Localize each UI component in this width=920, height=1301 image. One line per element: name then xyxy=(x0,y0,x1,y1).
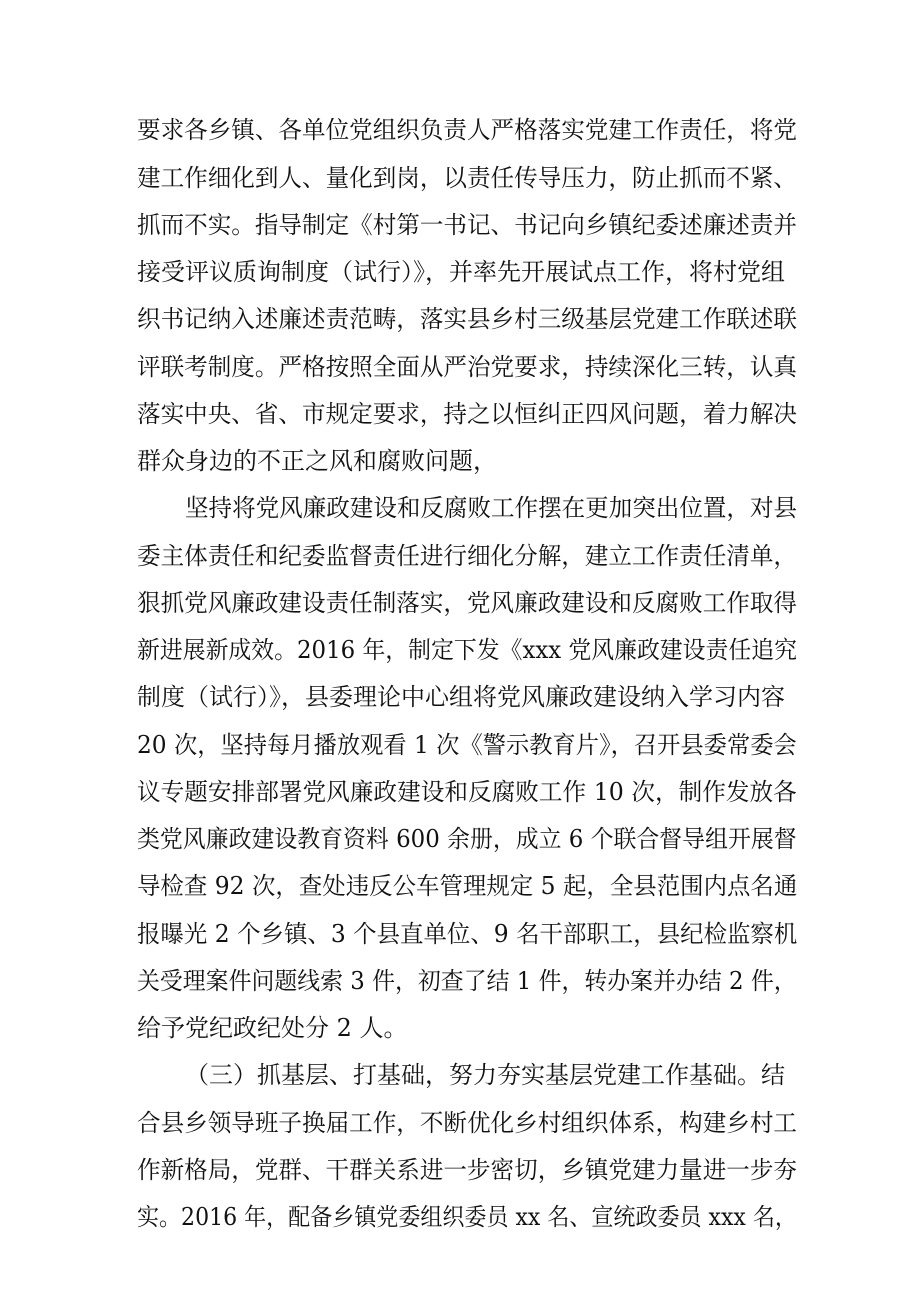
paragraph-2-line-11: 关受理案件问题线索 3 件，初查了结 1 件，转办案并办结 2 件， xyxy=(137,967,797,995)
paragraph-1-line-6: 评联考制度。严格按照全面从严治党要求，持续深化三转，认真 xyxy=(137,353,797,381)
paragraph-2-line-1: 坚持将党风廉政建设和反腐败工作摆在更加突出位置，对县 xyxy=(185,494,798,522)
paragraph-2-line-3: 狠抓党风廉政建设责任制落实，党风廉政建设和反腐败工作取得 xyxy=(137,589,797,617)
paragraph-2-line-6: 20 次，坚持每月播放观看 1 次《警示教育片》，召开县委常委会 xyxy=(137,731,797,759)
paragraph-1-line-5: 织书记纳入述廉述责范畴，落实县乡村三级基层党建工作联述联 xyxy=(137,305,797,333)
paragraph-2-line-10: 报曝光 2 个乡镇、3 个县直单位、9 名干部职工，县纪检监察机 xyxy=(137,920,798,948)
paragraph-2-line-5: 制度（试行）》，县委理论中心组将党风廉政建设纳入学习内容 xyxy=(137,683,785,711)
paragraph-1-line-7: 落实中央、省、市规定要求，持之以恒纠正四风问题，着力解决 xyxy=(137,400,797,428)
paragraph-1-line-2: 建工作细化到人、量化到岗，以责任传导压力，防止抓而不紧、 xyxy=(137,164,797,192)
paragraph-2-line-2: 委主体责任和纪委监督责任进行细化分解，建立工作责任清单， xyxy=(137,542,797,570)
paragraph-3-line-2: 合县乡领导班子换届工作，不断优化乡村组织体系，构建乡村工 xyxy=(137,1109,797,1137)
paragraph-3-line-3: 作新格局，党群、干群关系进一步密切，乡镇党建力量进一步夯 xyxy=(137,1156,797,1184)
paragraph-2-line-4: 新进展新成效。2016 年，制定下发《xxx 党风廉政建设责任追究 xyxy=(137,636,797,664)
paragraph-2-line-7: 议专题安排部署党风廉政建设和反腐败工作 10 次，制作发放各 xyxy=(137,778,797,806)
paragraph-1-line-1: 要求各乡镇、各单位党组织负责人严格落实党建工作责任，将党 xyxy=(137,116,797,144)
paragraph-3-line-1: （三）抓基层、打基础，努力夯实基层党建工作基础。结 xyxy=(185,1061,785,1089)
paragraph-2-line-9: 导检查 92 次，查处违反公车管理规定 5 起，全县范围内点名通 xyxy=(137,872,798,900)
paragraph-1-line-3: 抓而不实。指导制定《村第一书记、书记向乡镇纪委述廉述责并 xyxy=(137,211,797,239)
paragraph-1-line-4: 接受评议质询制度（试行）》，并率先开展试点工作，将村党组 xyxy=(137,258,785,286)
paragraph-3-line-4: 实。2016 年，配备乡镇党委组织委员 xx 名、宣统政委员 xxx 名， xyxy=(137,1203,797,1231)
paragraph-2-line-8: 类党风廉政建设教育资料 600 余册，成立 6 个联合督导组开展督 xyxy=(137,825,797,853)
paragraph-2-line-12: 给予党纪政纪处分 2 人。 xyxy=(137,1014,408,1042)
paragraph-1-line-8: 群众身边的不正之风和腐败问题， xyxy=(137,447,497,475)
